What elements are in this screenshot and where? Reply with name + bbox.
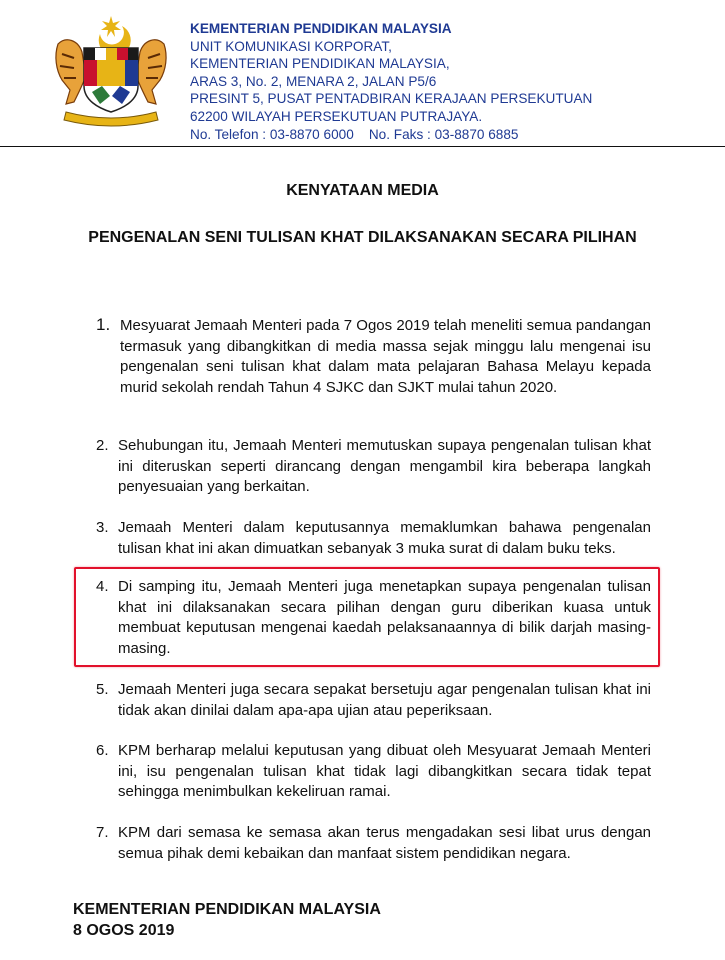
paragraph-text: Mesyuarat Jemaah Menteri pada 7 Ogos 2019 telah meneliti semua pandangan termasuk yang dibangkitkan di media massa sejak minggu lalu mengenai isu pengenalan seni tulisan khat dalam mata pelajaran Bahasa Melayu kepada murid sekolah rendah Tahun 4 SJKC dan SJKT mulai tahun 2020. <box>120 317 651 396</box>
paragraph-number: 7. <box>96 824 109 841</box>
paragraph-5 <box>96 680 651 721</box>
letterhead-org: KEMENTERIAN PENDIDIKAN MALAYSIA <box>190 21 452 36</box>
issue-date: 8 OGOS 2019 <box>73 922 175 939</box>
letterhead-address <box>190 20 710 143</box>
paragraph-number: 3. <box>96 519 109 536</box>
highlight-box <box>74 567 660 667</box>
paragraph-number: 2. <box>96 437 109 454</box>
paragraph-text: KPM dari semasa ke semasa akan terus mengadakan sesi libat urus dengan semua pihak demi kebaikan dan manfaat sistem pendidikan negara. <box>118 824 651 862</box>
letterhead-contact: No. Telefon : 03-8870 6000 No. Faks : 03-8870 6885 <box>190 126 519 142</box>
paragraph-3 <box>96 518 651 559</box>
paragraph-number: 1. <box>96 315 111 334</box>
letterhead-line: ARAS 3, No. 2, MENARA 2, JALAN P5/6 <box>190 73 437 89</box>
letterhead-line: UNIT KOMUNIKASI KORPORAT, <box>190 38 392 54</box>
paragraph-7 <box>96 823 651 864</box>
paragraph-text: Jemaah Menteri dalam keputusannya memaklumkan bahawa pengenalan tulisan khat ini akan dimuatkan sebanyak 3 muka surat di dalam buku teks. <box>118 519 651 557</box>
document-subtitle: PENGENALAN SENI TULISAN KHAT DILAKSANAKAN SECARA PILIHAN <box>88 229 637 246</box>
paragraph-number: 5. <box>96 681 109 698</box>
paragraph-number: 6. <box>96 742 109 759</box>
letterhead-line: KEMENTERIAN PENDIDIKAN MALAYSIA, <box>190 56 450 72</box>
letterhead-line: 62200 WILAYAH PERSEKUTUAN PUTRAJAYA. <box>190 108 483 124</box>
letterhead-line: PRESINT 5, PUSAT PENTADBIRAN KERAJAAN PERSEKUTUAN <box>190 91 593 107</box>
paragraph-text: KPM berharap melalui keputusan yang dibuat oleh Mesyuarat Jemaah Menteri ini, isu pengenalan tulisan khat tidak lagi dibangkitkan secara tidak tepat sehingga menimbulkan kekeliruan ramai. <box>118 742 651 800</box>
paragraph-6 <box>96 741 651 803</box>
malaysia-coat-of-arms-icon <box>52 14 170 130</box>
document-title: KENYATAAN MEDIA <box>286 182 439 199</box>
paragraph-text: Di samping itu, Jemaah Menteri juga menetapkan supaya pengenalan tulisan khat ini dilaksanakan secara pilihan dengan guru diberikan kuasa untuk membuat keputusan mengenai kaedah pelaksanaannya di bilik darjah masing-masing. <box>118 578 651 657</box>
letterhead-header <box>0 0 725 150</box>
paragraph-text: Sehubungan itu, Jemaah Menteri memutuskan supaya pengenalan tulisan khat ini diteruskan seperti dirancang dengan mengambil kira beberapa langkah penyesuaian yang berkaitan. <box>118 437 651 495</box>
signature-block <box>73 899 381 941</box>
paragraph-text: Jemaah Menteri juga secara sepakat bersetuju agar pengenalan tulisan khat ini tidak akan dinilai dalam apa-apa ujian atau peperiksaan. <box>118 681 651 719</box>
paragraph-2 <box>96 436 651 498</box>
paragraph-number: 4. <box>96 578 109 595</box>
issuer-name: KEMENTERIAN PENDIDIKAN MALAYSIA <box>73 901 381 918</box>
header-divider <box>0 146 725 147</box>
paragraph-1 <box>96 316 651 398</box>
